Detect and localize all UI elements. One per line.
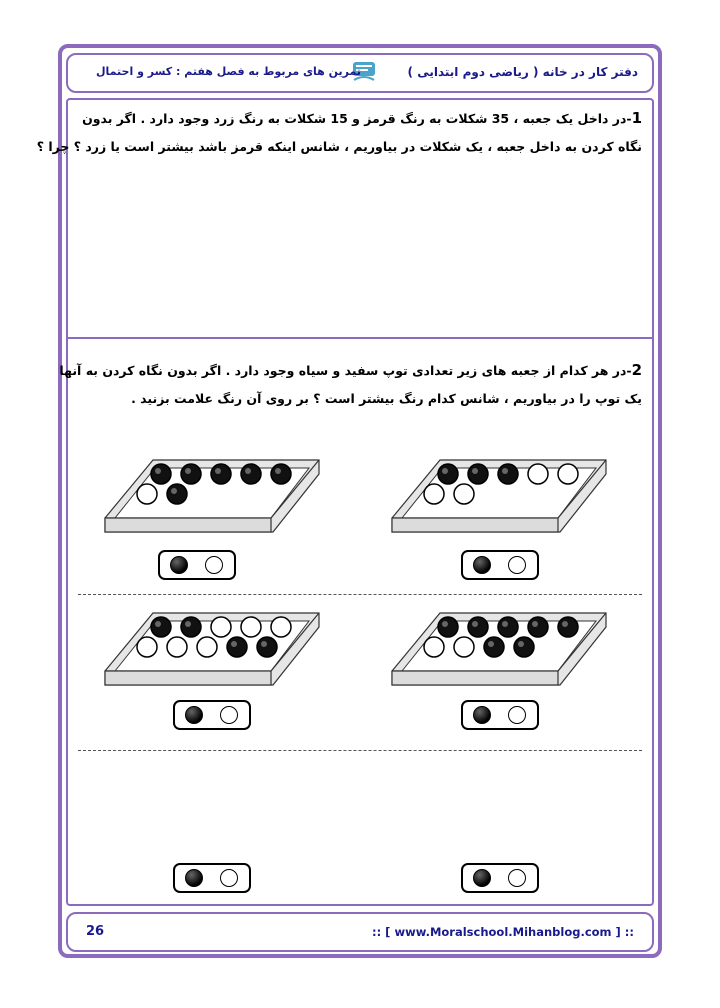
white-ball: [424, 484, 444, 504]
white-ball: [528, 464, 548, 484]
white-ball: [558, 464, 578, 484]
ball-shine: [562, 621, 568, 627]
black-ball: [468, 617, 488, 637]
question-2-number: 2: [631, 361, 642, 379]
ball-shine: [261, 641, 267, 647]
black-ball: [227, 637, 247, 657]
white-ball: [454, 484, 474, 504]
ball-shine: [518, 641, 524, 647]
ball-shine: [245, 468, 251, 474]
black-ball: [151, 617, 171, 637]
ball-shine: [442, 468, 448, 474]
ball-shine: [488, 641, 494, 647]
ball-shine: [502, 621, 508, 627]
question-2: [59, 356, 642, 413]
black-ball: [498, 464, 518, 484]
row-divider: [78, 750, 642, 751]
ball-shine: [185, 621, 191, 627]
white-ball: [167, 637, 187, 657]
white-ball-choice[interactable]: [220, 706, 238, 724]
ball-shine: [155, 468, 161, 474]
white-ball: [137, 484, 157, 504]
black-ball-choice[interactable]: [185, 869, 203, 887]
row-divider: [78, 594, 642, 595]
question-1-line-1: -در داخل یک جعبه ، 35 شکلات به رنگ قرمز و 15 شکلات به رنگ زرد وجود دارد . اگر بدون: [82, 111, 632, 126]
black-ball: [468, 464, 488, 484]
tray-front: [392, 518, 558, 532]
ball-tray: [103, 452, 323, 537]
tray-front: [392, 671, 558, 685]
white-ball-choice[interactable]: [205, 556, 223, 574]
header-bar: [66, 53, 654, 93]
question-1: [37, 104, 642, 161]
white-ball: [424, 637, 444, 657]
question-2-line-2: یک توپ را در بیاوریم ، شانس کدام رنگ بیشتر است ؟ بر روی آن رنگ علامت بزنید .: [131, 391, 642, 406]
white-ball: [454, 637, 474, 657]
white-ball-choice[interactable]: [220, 869, 238, 887]
header-subtitle: تمرین های مربوط به فصل هفتم : کسر و احتمال: [96, 65, 362, 78]
white-ball-choice[interactable]: [508, 869, 526, 887]
header-title: دفتر کار در خانه ( ریاضی دوم ابتدایی ): [407, 65, 638, 79]
page-number: 26: [86, 924, 105, 939]
black-ball: [558, 617, 578, 637]
answer-choice-box[interactable]: [158, 550, 236, 580]
white-ball: [241, 617, 261, 637]
black-ball: [514, 637, 534, 657]
ball-shine: [185, 468, 191, 474]
ball-shine: [155, 621, 161, 627]
black-ball: [257, 637, 277, 657]
black-ball-choice[interactable]: [473, 556, 491, 574]
white-ball: [197, 637, 217, 657]
white-ball: [211, 617, 231, 637]
black-ball: [528, 617, 548, 637]
ball-shine: [231, 641, 237, 647]
ball-tray: [390, 452, 610, 537]
black-ball: [241, 464, 261, 484]
black-ball: [271, 464, 291, 484]
tray-front: [105, 671, 271, 685]
ball-shine: [171, 488, 177, 494]
black-ball: [438, 617, 458, 637]
white-ball-choice[interactable]: [508, 556, 526, 574]
black-ball: [484, 637, 504, 657]
white-ball: [271, 617, 291, 637]
ball-tray: [103, 605, 323, 690]
answer-choice-box[interactable]: [461, 863, 539, 893]
black-ball: [181, 464, 201, 484]
black-ball: [498, 617, 518, 637]
black-ball: [181, 617, 201, 637]
ball-shine: [472, 468, 478, 474]
ball-shine: [275, 468, 281, 474]
question-2-line-1: -در هر کدام از جعبه های زیر تعدادی توپ سفید و سیاه وجود دارد . اگر بدون نگاه کردن به آنها: [59, 363, 632, 378]
ball-shine: [502, 468, 508, 474]
answer-choice-box[interactable]: [461, 700, 539, 730]
black-ball: [151, 464, 171, 484]
black-ball-choice[interactable]: [185, 706, 203, 724]
black-ball-choice[interactable]: [473, 869, 491, 887]
answer-choice-box[interactable]: [173, 700, 251, 730]
tray-front: [105, 518, 271, 532]
ball-shine: [442, 621, 448, 627]
answer-choice-box[interactable]: [173, 863, 251, 893]
ball-shine: [532, 621, 538, 627]
website-link[interactable]: :: [ www.Moralschool.Mihanblog.com ] ::: [371, 925, 634, 939]
white-ball: [137, 637, 157, 657]
ball-shine: [472, 621, 478, 627]
answer-choice-box[interactable]: [461, 550, 539, 580]
ball-tray: [103, 765, 323, 850]
black-ball: [167, 484, 187, 504]
black-ball-choice[interactable]: [170, 556, 188, 574]
black-ball-choice[interactable]: [473, 706, 491, 724]
question-1-number: 1: [631, 109, 642, 127]
ball-shine: [215, 468, 221, 474]
question-1-line-2: نگاه کردن به داخل جعبه ، یک شکلات در بیاوریم ، شانس اینکه قرمز باشد بیشتر است یا زرد ؟ چرا ؟: [36, 139, 642, 154]
black-ball: [438, 464, 458, 484]
ball-tray: [390, 765, 610, 850]
white-ball-choice[interactable]: [508, 706, 526, 724]
footer-bar: [66, 912, 654, 952]
black-ball: [211, 464, 231, 484]
ball-tray: [390, 605, 610, 690]
question-separator: [66, 337, 654, 339]
